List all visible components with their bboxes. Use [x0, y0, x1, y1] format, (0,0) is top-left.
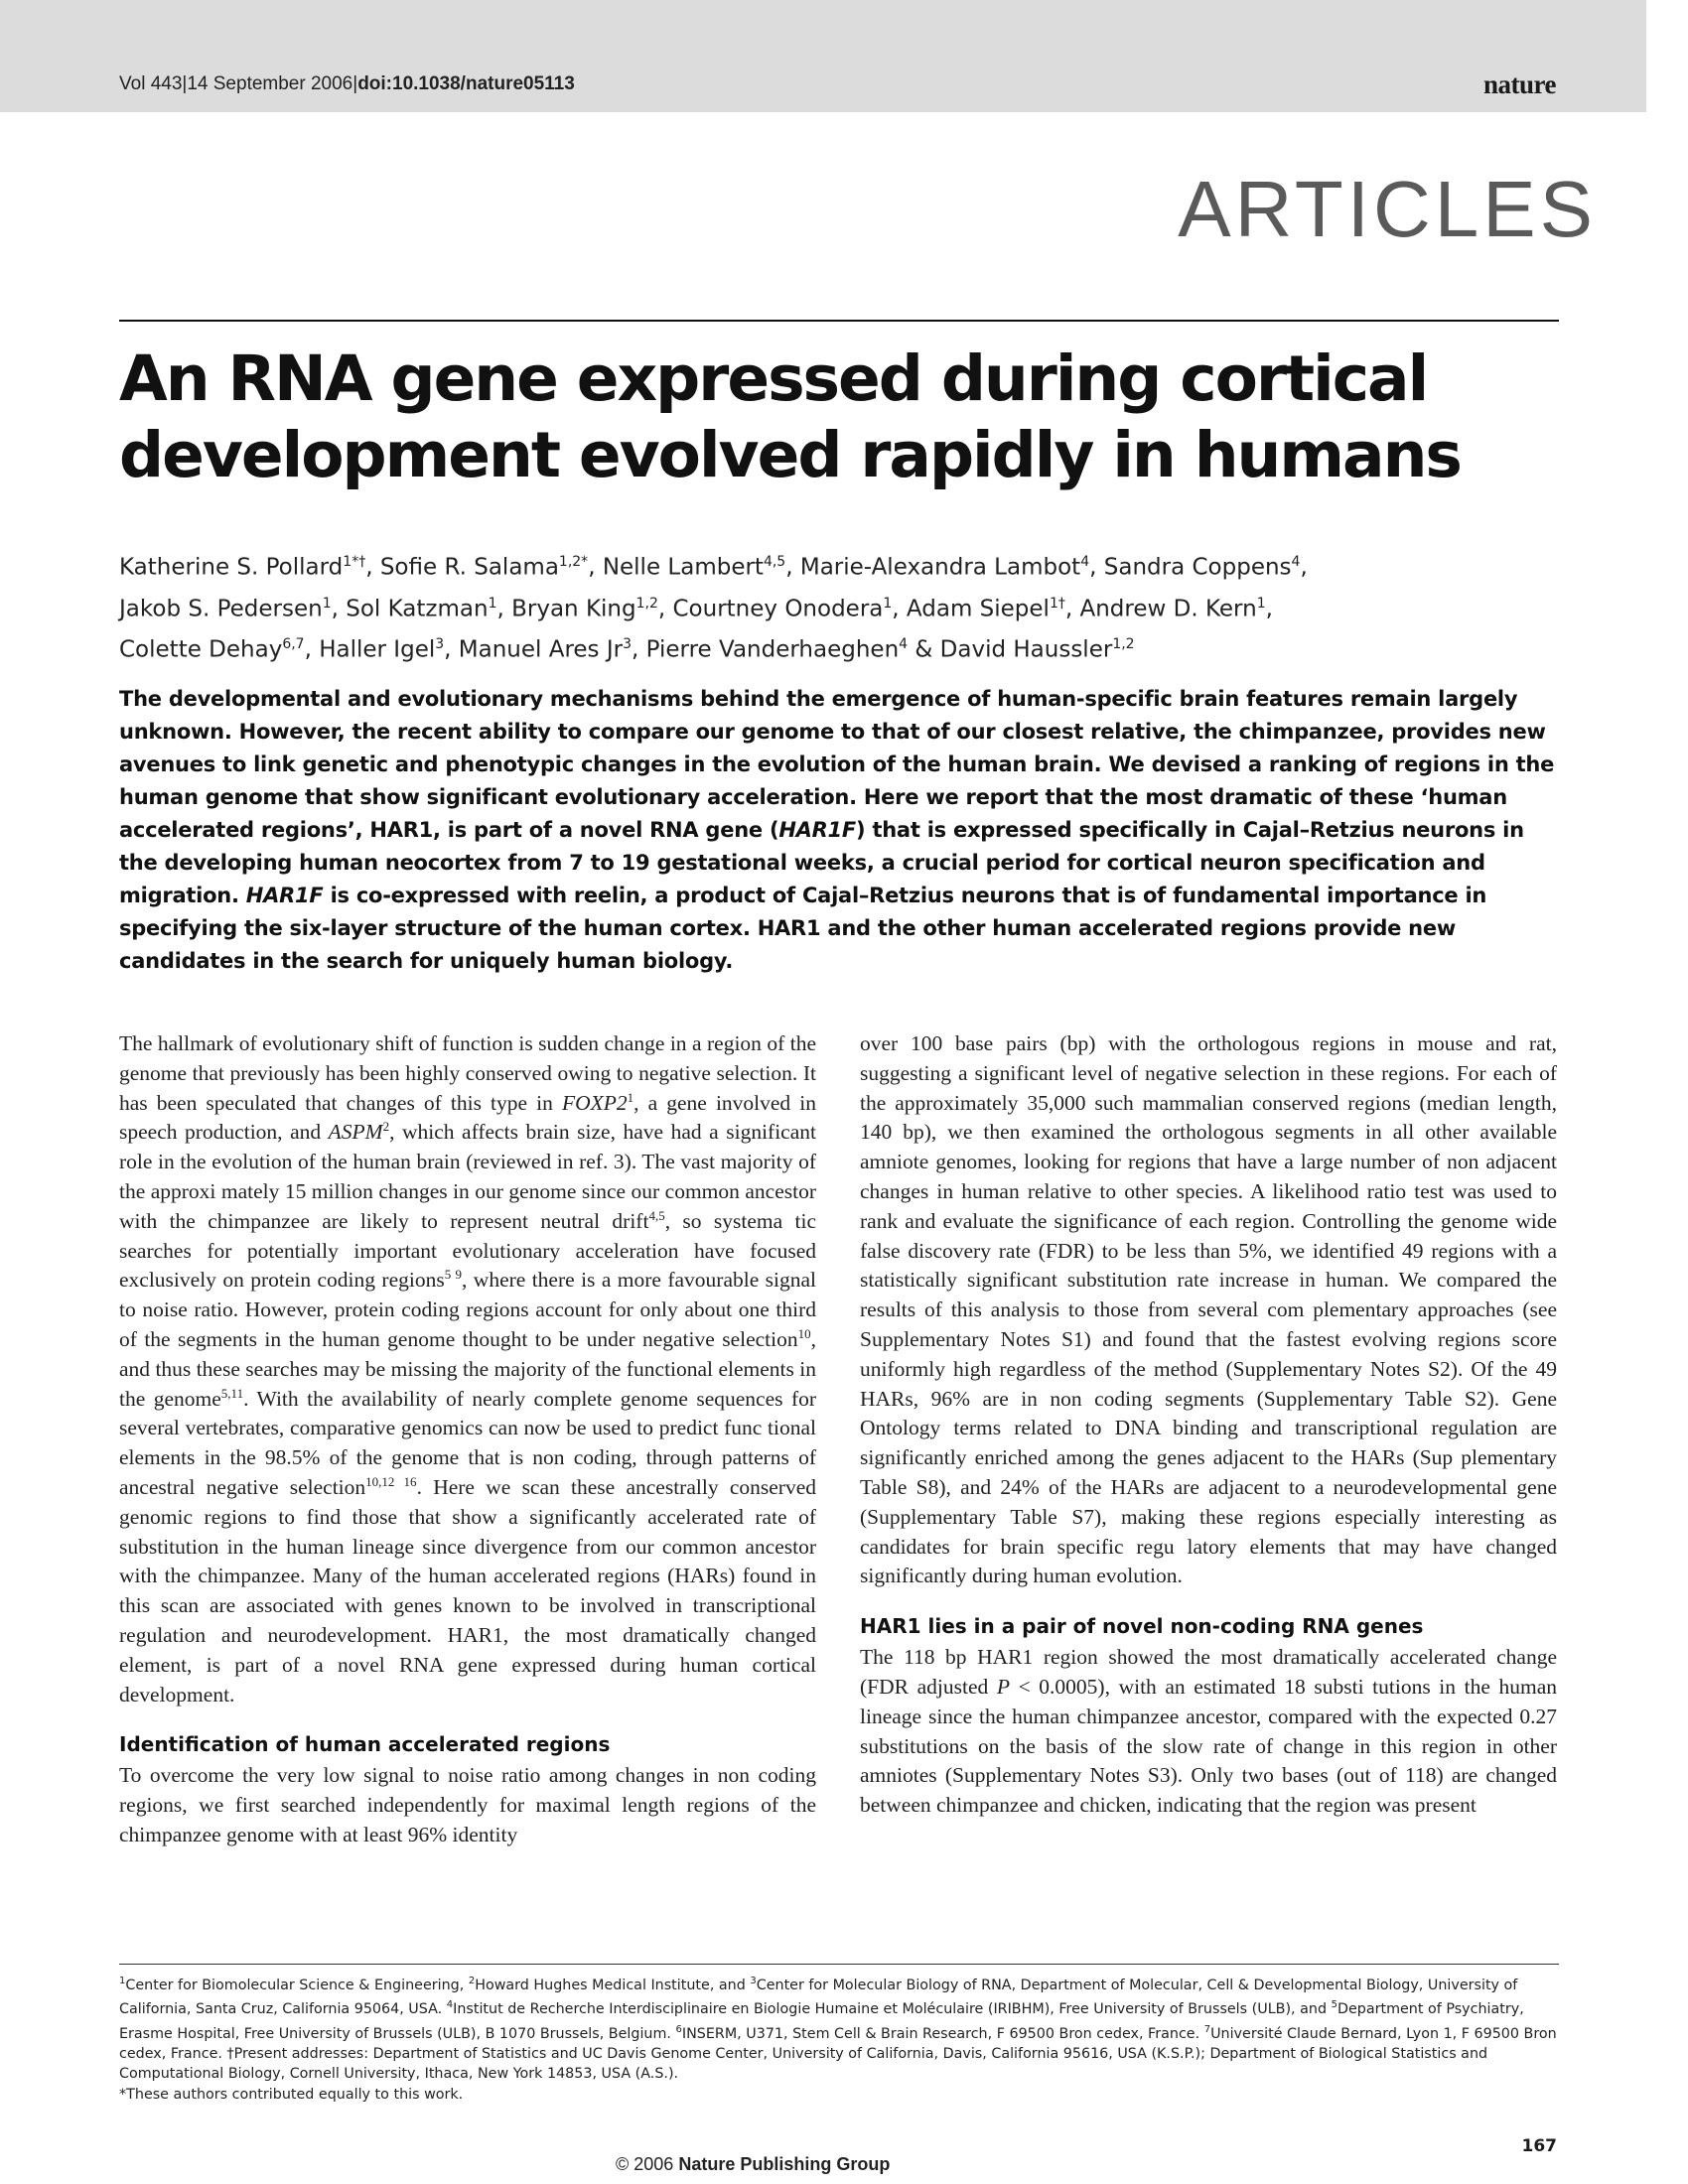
body-text: The 118 bp HAR1 region showed the most dramatically accelerated change (FDR adjusted	[860, 1645, 1557, 1699]
author-affiliation: 1	[322, 595, 332, 612]
section-label: ARTICLES	[1178, 165, 1597, 253]
volume: Vol 443	[119, 73, 183, 94]
author-affiliation: 1	[488, 595, 497, 612]
affiliation-text: Center for Biomolecular Science & Engineering,	[125, 1977, 469, 1993]
author: Sol Katzman	[346, 596, 489, 622]
body-paragraph: over 100 base pairs (bp) with the orthologous regions in mouse and rat, suggesting a significant level of negative selection in these regions. For each of the approximately 35,000 such mammalian conserved regions (median length, 140 bp), we then examined the orthologous segments in all other available amniote genomes, looking for regions that have a large number of non adjacent changes in human relative to other species. A likelihood ratio test was used to rank and evaluate the significance of each region. Controlling the genome wide false discovery rate (FDR) to be less than 5%, we identified 49 regions with a statistically significant substitution rate increase in human. We compared the results of this analysis to those from several com plementary approaches (see Supplementary Notes S1) and found that the fastest evolving regions score uniformly high regardless of the method (Supplementary Notes S2). Of the 49 HARs, 96% are in non coding segments (Supplementary Table S2). Gene Ontology terms related to DNA binding and transcriptional regulation are significantly enriched among the genes adjacent to the HARs (Sup plementary Table S8), and 24% of the HARs are adjacent to a neurodevelopmental gene (Supplementary Table S7), making these regions especially interesting as candidates for brain specific regu latory elements that may have changed significantly during human evolution.	[860, 1031, 1557, 1588]
body-text: , and thus these searches may be missing the majority of the functional elements in the genome	[119, 1326, 816, 1411]
gene-name: ASPM	[328, 1120, 383, 1145]
article-title: An RNA gene expressed during cortical development evolved rapidly in humans	[119, 342, 1461, 491]
author: Bryan King	[511, 596, 636, 622]
affiliation-text: Howard Hughes Medical Institute, and	[475, 1977, 751, 1993]
affiliation-text: Center for Molecular Biology of RNA, Department of Molecular, Cell & Developmental Biology, University of California, Santa Cruz, California 95064, USA.	[119, 1977, 1518, 2018]
gene-name: HAR1F	[778, 818, 857, 842]
abstract-text: The developmental and evolutionary mechanisms behind the emergence of human-specific brain features remain largely unknown. However, the recent ability to compare our genome to that of our closest relative, the chimpanzee, provides new avenues to link genetic and phenotypic changes in the evolution of the human brain. We devised a ranking of regions in the human genome that show significant evolutionary acceleration. Here we report that the most dramatic of these ‘human accelerated regions’, HAR1, is part of a novel RNA gene (	[119, 687, 1555, 842]
issue-date: 14 September 2006	[187, 73, 353, 94]
affiliations-footnote	[119, 1972, 1559, 2105]
citation-line: Vol 443|14 September 2006|doi:10.1038/nature05113	[119, 73, 575, 94]
author-affiliation: 6,7	[282, 636, 305, 653]
journal-header-bar	[0, 0, 1646, 112]
body-text: The hallmark of evolutionary shift of function is sudden change in a region of the genome that previously has been highly conserved owing to negative selection. It has been speculated that changes of this type in	[119, 1031, 816, 1115]
body-text: , so systema tic searches for potentially important evolutionary acceleration have focused exclusively on protein coding regions	[119, 1208, 817, 1293]
author-affiliation: 1	[1256, 595, 1266, 612]
author-affiliation: 1*†	[343, 554, 366, 570]
author: Nelle Lambert	[602, 554, 764, 581]
copyright-year: © 2006	[616, 2154, 674, 2174]
body-paragraph	[119, 1029, 816, 1709]
doi-link[interactable]: doi:10.1038/nature05113	[357, 73, 575, 94]
abstract	[119, 683, 1559, 978]
author: David Haussler	[939, 636, 1113, 663]
body-text: < 0.0005), with an estimated 18 substi tutions in the human lineage since the human chimpanzee ancestor, compared with the expected 0.27 substitutions on the basis of the slow rate of change in this region in other amniotes (Supplementary Notes S3). Only two bases (out of 118) are changed between chimpanzee and chicken, indicating that the region was present	[860, 1674, 1557, 1818]
title-divider	[119, 320, 1559, 322]
affiliation-text: Institut de Recherche Interdisciplinaire en Biologie Humaine et Moléculaire (IRIBHM), Free University of Brussels (ULB), and	[453, 2001, 1332, 2018]
section-heading: HAR1 lies in a pair of novel non-coding RNA genes	[860, 1614, 1424, 1639]
body-paragraph	[860, 1643, 1557, 1821]
author-affiliation: 4	[899, 636, 909, 653]
affiliation-marker: 5	[1331, 1999, 1337, 2011]
author-affiliation: 3	[435, 636, 445, 653]
journal-logo: nature	[1482, 69, 1556, 99]
gene-name: FOXP2	[561, 1090, 628, 1115]
author: Katherine S. Pollard	[119, 554, 344, 581]
footnote-divider	[119, 1964, 1559, 1965]
body-text: , a gene involved in speech production, and	[119, 1090, 816, 1145]
reference-marker[interactable]: 10,12 16	[365, 1473, 417, 1489]
author-affiliation: 1†	[1049, 595, 1065, 612]
gene-name: HAR1F	[245, 884, 324, 907]
author: Courtney Onodera	[672, 596, 884, 622]
author-affiliation: 1,2*	[558, 554, 589, 570]
copyright-line	[616, 2154, 890, 2175]
affiliation-marker: 2	[468, 1976, 476, 1986]
body-paragraph: To overcome the very low signal to noise ratio among changes in non coding regions, we first searched independently for maximal length regions of the chimpanzee genome with at least 96% identity	[119, 1763, 816, 1846]
author-list: Katherine S. Pollard$^{1*\dagger}$, Sofie R. Salama$^{1,2*}$, Nelle Lambert$^{4,5}$, Marie-Alexandra Lambot$^4$, Sandra Coppens$^4$, Jakob S. Pedersen$^1$, Sol Katzman$^1$, Bryan King$^{1,2}$, Courtney Onodera$^1$, Adam Siepel$^{1\dagger}$, Andrew D. Kern$^1$, Colette Dehay$^{6,7}$, Haller Igel$^3$, Manuel Ares Jr$^3$, Pierre Vanderhaeghen$^4$ & David Haussler$^{1,2}$	[119, 554, 1308, 663]
author-affiliation: 4	[1080, 554, 1090, 570]
author: Pierre Vanderhaeghen	[645, 636, 900, 663]
author: Manuel Ares Jr	[458, 636, 624, 663]
author-affiliation: 1	[883, 595, 893, 612]
p-value-symbol: P	[996, 1674, 1010, 1699]
body-text: , where there is a more favourable signal to noise ratio. However, protein coding regions account for only about one third of the segments in the human genome thought to be under negative selection	[119, 1268, 817, 1351]
section-heading: Identification of human accelerated regions	[119, 1732, 611, 1757]
author-affiliation: 4	[1291, 554, 1301, 570]
author-affiliation: 3	[623, 636, 633, 653]
affiliation-marker: 7	[1203, 2023, 1211, 2035]
body-column-right	[860, 1029, 1557, 1821]
affiliation-text: INSERM, U371, Stem Cell & Brain Research, F 69500 Bron cedex, France.	[681, 2025, 1204, 2042]
affiliation-marker: 3	[750, 1976, 757, 1986]
affiliation-marker: 6	[675, 2023, 682, 2035]
publisher-name: Nature Publishing Group	[678, 2154, 891, 2174]
author: Marie-Alexandra Lambot	[799, 554, 1081, 581]
author: Sofie R. Salama	[379, 554, 559, 581]
reference-marker[interactable]: 4,5	[648, 1207, 665, 1223]
body-text: . With the availability of nearly complete genome sequences for several vertebrates, comparative genomics can now be used to predict func tional elements in the 98.5% of the genome that is non coding, through patterns of ancestral negative selection	[119, 1386, 817, 1499]
reference-marker[interactable]: 1	[627, 1089, 634, 1105]
author: Jakob S. Pedersen	[119, 596, 323, 622]
author: Sandra Coppens	[1103, 554, 1292, 581]
author: Colette Dehay	[119, 636, 283, 663]
body-column-left	[119, 1029, 816, 1850]
equal-contribution-note: *These authors contributed equally to this work.	[119, 2086, 464, 2103]
reference-marker[interactable]: 10	[797, 1325, 811, 1341]
page-number: 167	[1521, 2136, 1557, 2156]
affiliation-text: Department of Psychiatry, Erasme Hospital, Free University of Brussels (ULB), B 1070 Brussels, Belgium.	[119, 2001, 1524, 2042]
author: Haller Igel	[319, 636, 436, 663]
author-affiliation: 1,2	[1112, 636, 1135, 653]
author-affiliation: 4,5	[763, 554, 786, 570]
body-text: . Here we scan these ancestrally conserved genomic regions to find those that show a significantly accelerated rate of substitution in the human lineage since divergence from our common ancestor with the chimpanzee. Many of the human accelerated regions (HARs) found in this scan are associated with genes known to be involved in transcriptional regulation and neurodevelopment. HAR1, the most dramatically changed element, is part of a novel RNA gene expressed during human cortical development.	[119, 1474, 817, 1706]
abstract-text: is co-expressed with reelin, a product of Cajal–Retzius neurons that is of fundamental importance in specifying the six-layer structure of the human cortex. HAR1 and the other human accelerated regions provide new candidates in the search for uniquely human biology.	[119, 884, 1487, 973]
body-text: , which affects brain size, have had a significant role in the evolution of the human brain (reviewed in ref. 3). The vast majority of the approxi mately 15 million changes in our genome since our common ancestor with the chimpanzee are likely to represent neutral drift	[119, 1120, 816, 1233]
reference-marker[interactable]: 5 9	[444, 1267, 463, 1283]
reference-marker[interactable]: 2	[382, 1119, 390, 1135]
reference-marker[interactable]: 5,11	[220, 1385, 244, 1401]
affiliation-marker: 4	[446, 1999, 454, 2011]
author: Andrew D. Kern	[1079, 596, 1257, 622]
author-affiliation: 1,2	[635, 595, 658, 612]
author: Adam Siepel	[906, 596, 1050, 622]
affiliation-text: Université Claude Bernard, Lyon 1, F 69500 Bron cedex, France. †Present addresses: Department of Statistics and UC Davis Genome Center, University of California, Davis, California 95616, USA (K.S.P.); Department of Biological Statistics and Computational Biology, Cornell University, Ithaca, New York 14853, USA (A.S.).	[119, 2025, 1557, 2083]
abstract-text: ) that is expressed specifically in Cajal–Retzius neurons in the developing human neocortex from 7 to 19 gestational weeks, a crucial period for cortical neuron specification and migration.	[119, 818, 1524, 907]
affiliation-marker: 1	[119, 1976, 126, 1986]
